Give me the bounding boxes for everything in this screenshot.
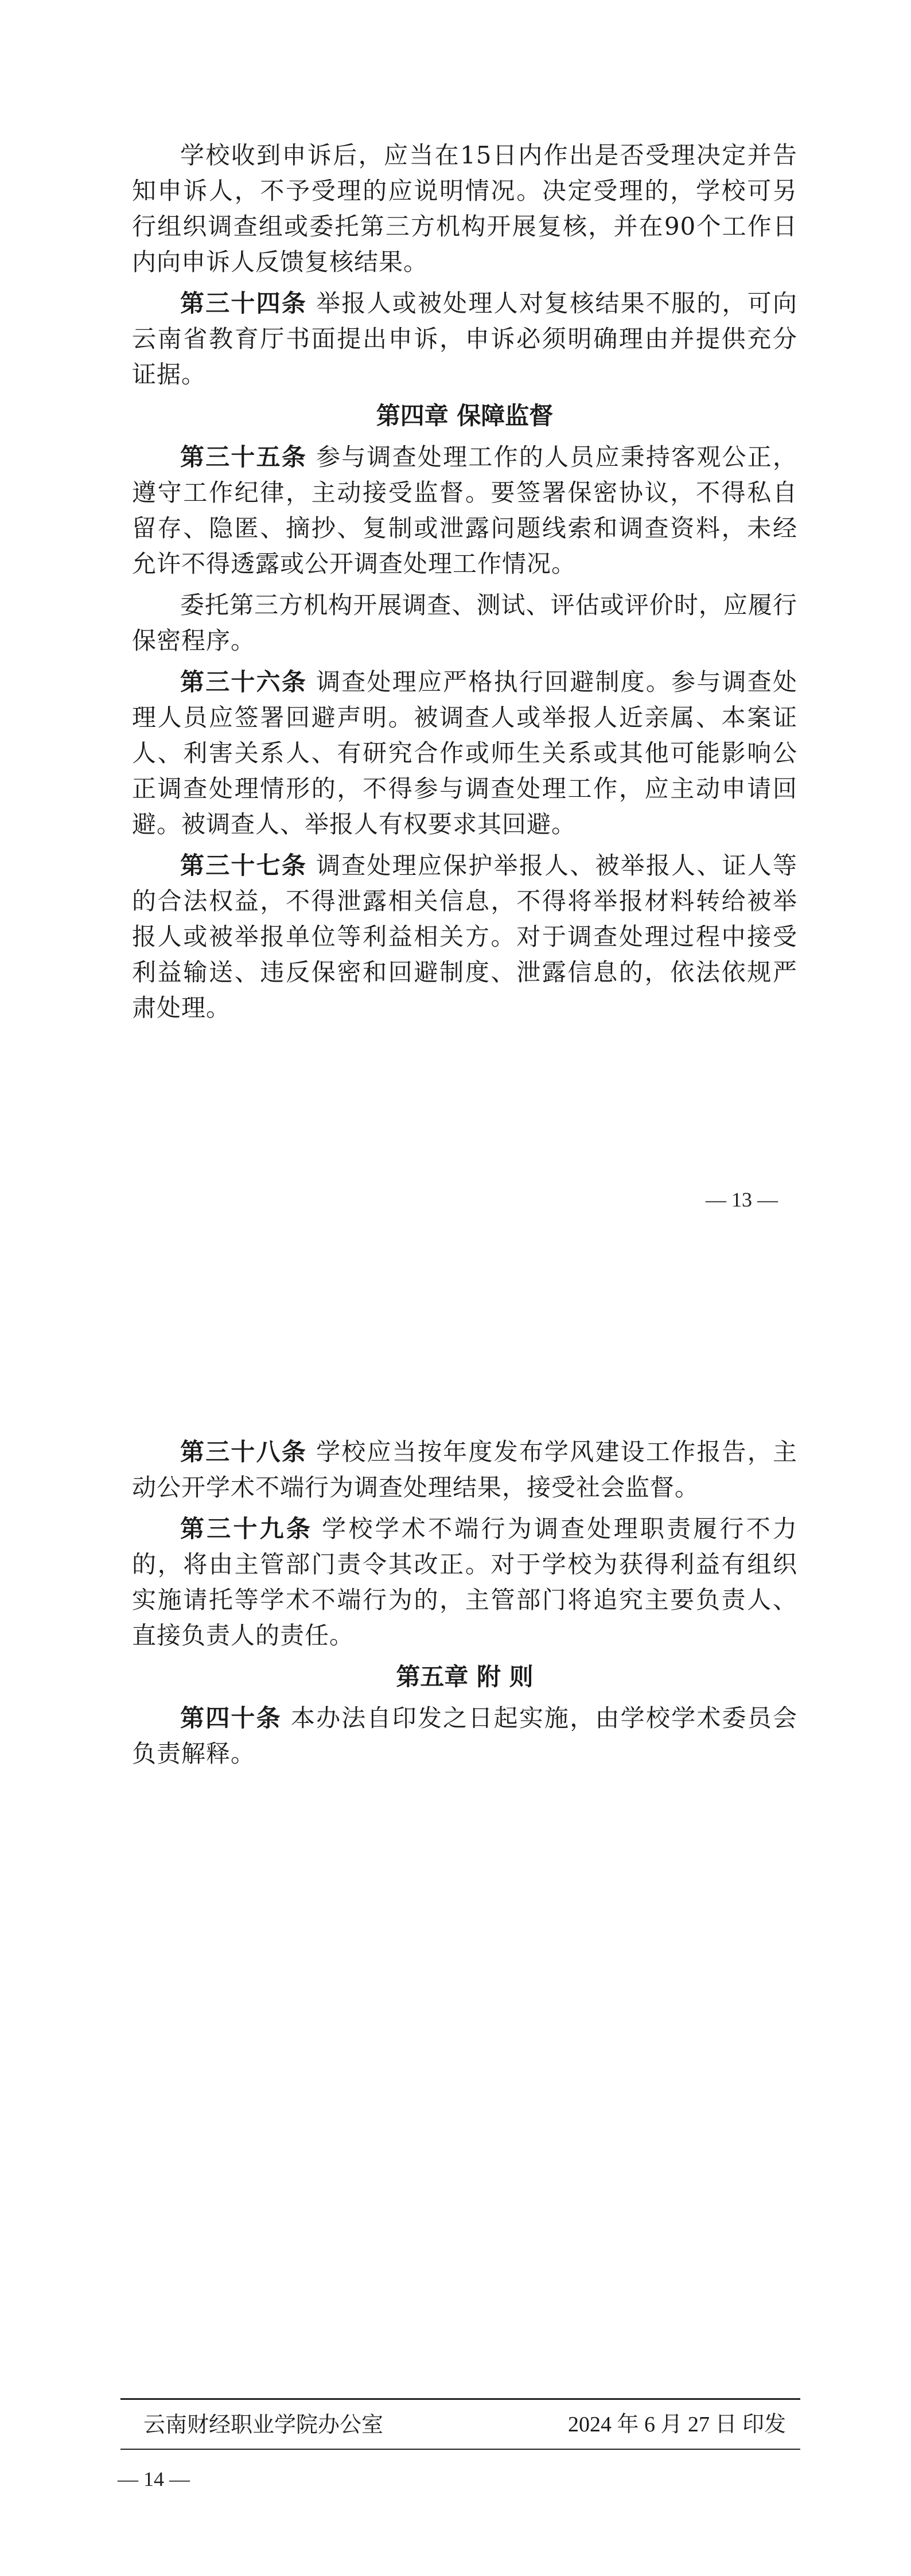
article-38 — [132, 1434, 797, 1505]
page-number-13: — 13 — — [706, 1188, 778, 1211]
issue-date: 2024 年 6 月 27 日 印发 — [567, 2412, 786, 2437]
page-13-body — [132, 138, 797, 1032]
article-35 — [132, 439, 797, 582]
chapter-5-title: 第五章 附 则 — [396, 1663, 534, 1691]
chapter-4-title: 第四章 保障监督 — [376, 402, 554, 430]
issuer-name: 云南财经职业学院办公室 — [143, 2412, 384, 2437]
article-40-label: 第四十条 — [180, 1704, 282, 1732]
paragraph-appeal-process: 学校收到申诉后，应当在15日内作出是否受理决定并告知申诉人，不予受理的应说明情况。决定受理的，学校可另行组织调查组或委托第三方机构开展复核，并在90个工作日内向申诉人反馈复核结果。 — [132, 141, 797, 276]
article-40 — [132, 1701, 797, 1772]
article-36 — [132, 664, 797, 842]
page-number-14: — 14 — — [118, 2468, 190, 2491]
paragraph-third-party-confidentiality: 委托第三方机构开展调查、测试、评估或评价时，应履行保密程序。 — [132, 591, 797, 655]
article-40-text: 本办法自印发之日起实施，由学校学术委员会负责解释。 — [132, 1704, 797, 1768]
article-38-label: 第三十八条 — [180, 1438, 307, 1466]
article-39 — [132, 1511, 797, 1653]
article-37-label: 第三十七条 — [180, 851, 307, 880]
article-34 — [132, 286, 797, 392]
article-35-label: 第三十五条 — [180, 443, 307, 471]
article-39-label: 第三十九条 — [180, 1515, 313, 1543]
article-38-text: 学校应当按年度发布学风建设工作报告，主动公开学术不端行为调查处理结果，接受社会监督。 — [132, 1438, 797, 1501]
footer-bottom-rule — [120, 2449, 800, 2450]
article-36-label: 第三十六条 — [180, 668, 307, 696]
article-39-text: 学校学术不端行为调查处理职责履行不力的，将由主管部门责令其改正。对于学校为获得利益有组织实施请托等学术不端行为的，主管部门将追究主要负责人、直接负责人的责任。 — [132, 1515, 797, 1649]
article-36-text: 调查处理应严格执行回避制度。参与调查处理人员应签署回避声明。被调查人或举报人近亲属、本案证人、利害关系人、有研究合作或师生关系或其他可能影响公正调查处理情形的，不得参与调查处理工作，应主动申请回避。被调查人、举报人有权要求其回避。 — [132, 668, 797, 838]
article-35-text: 参与调查处理工作的人员应秉持客观公正，遵守工作纪律，主动接受监督。要签署保密协议，不得私自留存、隐匿、摘抄、复制或泄露问题线索和调查资料，未经允许不得透露或公开调查处理工作情况。 — [132, 443, 797, 578]
article-34-label: 第三十四条 — [180, 289, 307, 317]
page-14-body — [132, 1434, 797, 1777]
issuance-footer — [143, 2407, 786, 2442]
footer-top-rule — [120, 2398, 800, 2400]
article-37-text: 调查处理应保护举报人、被举报人、证人等的合法权益，不得泄露相关信息，不得将举报材料转给被举报人或被举报单位等利益相关方。对于调查处理过程中接受利益输送、违反保密和回避制度、泄露信息的，依法依规严肃处理。 — [132, 851, 797, 1022]
article-37 — [132, 848, 797, 1026]
article-34-text: 举报人或被处理人对复核结果不服的，可向云南省教育厅书面提出申诉，申诉必须明确理由并提供充分证据。 — [132, 289, 797, 388]
